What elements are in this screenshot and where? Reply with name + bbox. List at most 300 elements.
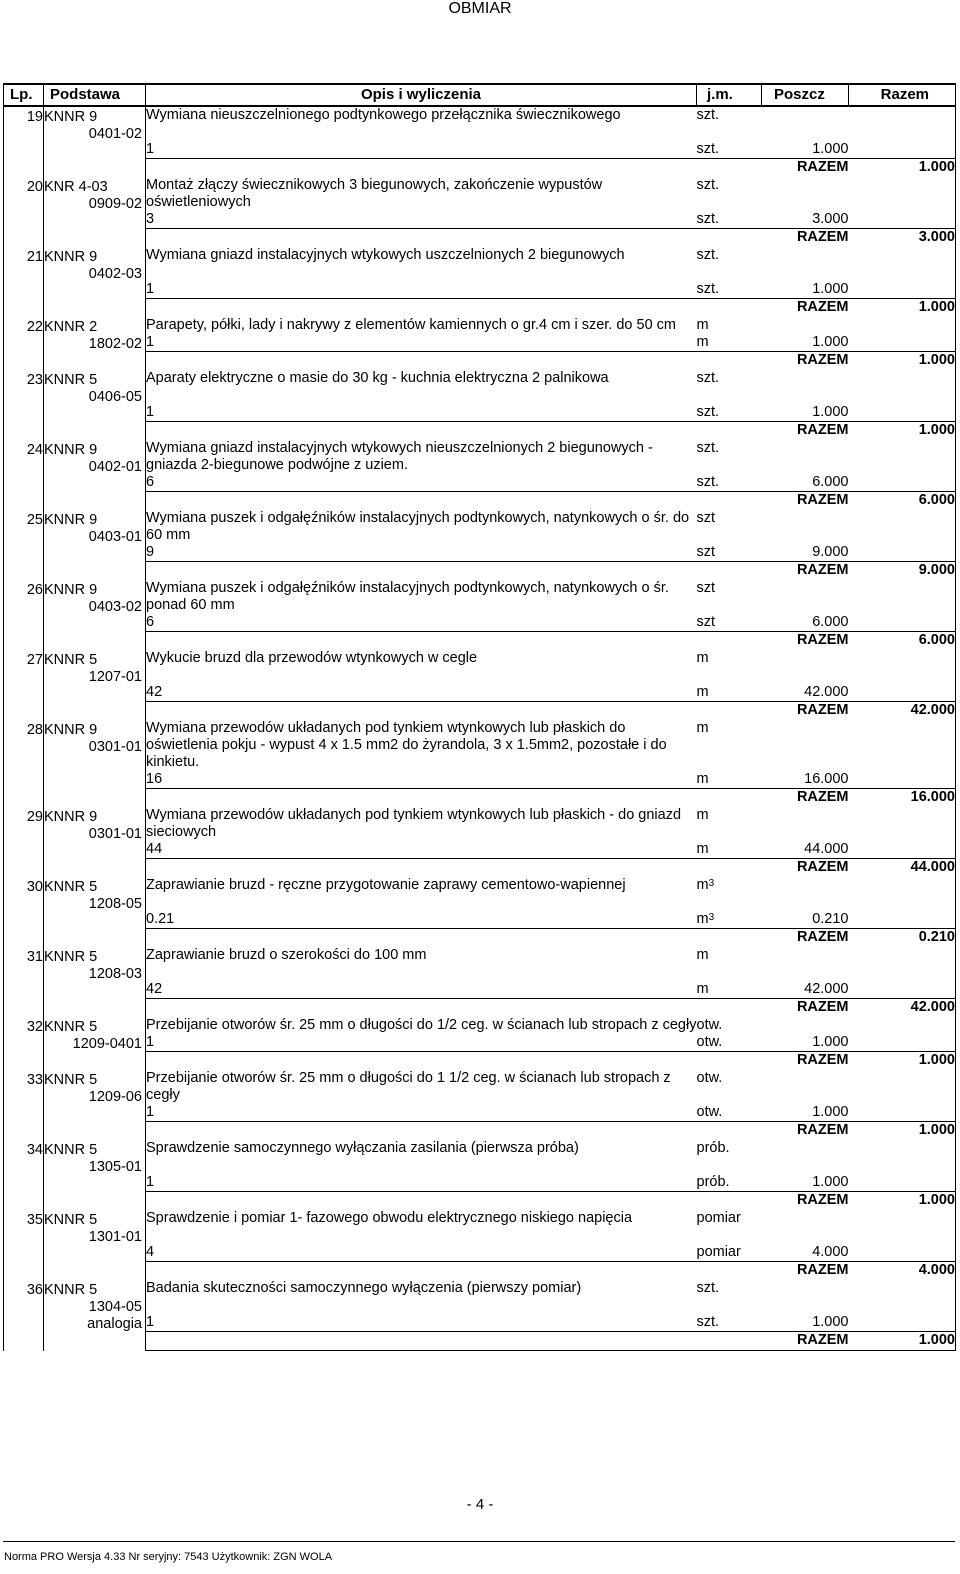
item-jm-ilosc: szt.: [696, 404, 720, 420]
item-podstawa-kod: 0403-01: [88, 529, 142, 545]
item-podstawa: [44, 1017, 146, 1070]
table-row: [4, 807, 956, 841]
item-empty: [849, 1314, 956, 1332]
item-ilosc: 1: [146, 281, 155, 297]
item-podstawa: [44, 510, 146, 580]
razem-label: RAZEM: [762, 1332, 849, 1351]
item-podstawa-katalog: KNNR 5: [44, 1212, 98, 1228]
item-poszcz: 6.000: [812, 474, 849, 490]
item-empty: [849, 1244, 956, 1262]
table-row: [4, 1280, 956, 1297]
item-poszcz: 1.000: [812, 281, 849, 297]
item-empty: [849, 544, 956, 562]
item-lp: 32: [4, 1017, 44, 1070]
spacer-cell: [762, 1227, 849, 1244]
item-podstawa-kod: 0402-01: [88, 459, 142, 475]
spacer-cell: [697, 894, 762, 911]
table-row-spacer: [4, 1157, 956, 1174]
spacer-cell: [849, 1297, 956, 1314]
item-empty: [849, 1210, 956, 1227]
item-opis: Badania skuteczności samoczynnego wyłączenia (pierwszy pomiar): [146, 1280, 582, 1296]
item-poszcz: 1.000: [812, 1104, 849, 1120]
item-opis: Wymiana gniazd instalacyjnych wtykowych nieuszczelnionych 2 biegunowych - gniazda 2-biegunowe podwójne z uziem.: [146, 440, 653, 473]
item-lp: 26: [4, 580, 44, 650]
item-podstawa-katalog: KNNR 5: [44, 949, 98, 965]
item-jm: m: [696, 807, 709, 823]
item-empty: [849, 771, 956, 789]
item-empty: [762, 1280, 849, 1297]
item-poszcz: 0.210: [812, 911, 849, 927]
table-row-spacer: [4, 1297, 956, 1314]
header-jm: j.m.: [697, 84, 762, 106]
item-lp: 25: [4, 510, 44, 580]
table-row-razem: [4, 562, 956, 581]
item-podstawa: [44, 580, 146, 650]
spacer-cell: [697, 1157, 762, 1174]
spacer-cell: [697, 1297, 762, 1314]
item-empty: [849, 247, 956, 264]
item-podstawa-kod: 0402-03: [88, 266, 142, 282]
item-podstawa-kod: 0406-05: [88, 389, 142, 405]
item-empty: [849, 981, 956, 999]
table-row-razem: [4, 159, 956, 178]
table-row-razem: [4, 1262, 956, 1281]
item-empty: [849, 1104, 956, 1122]
item-lp: 22: [4, 317, 44, 370]
table-row: [4, 1174, 956, 1192]
razem-label: RAZEM: [762, 352, 849, 371]
item-opis: Sprawdzenie samoczynnego wyłączania zasilania (pierwsza próba): [146, 1140, 579, 1156]
item-poszcz: 1.000: [812, 1174, 849, 1190]
razem-spacer: [146, 1052, 762, 1071]
table-row-spacer: [4, 667, 956, 684]
spacer-cell: [849, 124, 956, 141]
item-podstawa-kod: 1304-05: [88, 1299, 142, 1315]
razem-label: RAZEM: [762, 632, 849, 651]
table-row: [4, 106, 956, 124]
item-empty: [762, 1070, 849, 1104]
table-row-razem: [4, 789, 956, 808]
item-empty: [849, 1070, 956, 1104]
item-poszcz: 4.000: [812, 1244, 849, 1260]
item-opis: Zaprawianie bruzd - ręczne przygotowanie zaprawy cementowo-wapiennej: [146, 877, 626, 893]
item-opis: Sprawdzenie i pomiar 1- fazowego obwodu elektrycznego niskiego napięcia: [146, 1210, 633, 1226]
item-podstawa-kod: 1305-01: [88, 1159, 142, 1175]
razem-label: RAZEM: [762, 859, 849, 878]
item-lp: 36: [4, 1280, 44, 1351]
spacer-cell: [146, 667, 697, 684]
spacer-cell: [849, 264, 956, 281]
header-podstawa: Podstawa: [44, 84, 146, 106]
spacer-cell: [762, 964, 849, 981]
table-row-razem: [4, 1192, 956, 1211]
table-row: [4, 947, 956, 964]
item-ilosc: 1: [146, 404, 155, 420]
item-empty: [849, 650, 956, 667]
razem-spacer: [146, 1262, 762, 1281]
item-lp: 29: [4, 807, 44, 877]
table-row: [4, 1140, 956, 1157]
spacer-cell: [849, 894, 956, 911]
item-podstawa-katalog: KNNR 5: [44, 1282, 98, 1298]
razem-label: RAZEM: [762, 1192, 849, 1211]
item-empty: [849, 510, 956, 544]
spacer-cell: [697, 1227, 762, 1244]
item-ilosc: 44: [146, 841, 163, 857]
razem-spacer: [146, 789, 762, 808]
razem-value: 4.000: [849, 1262, 956, 1281]
item-ilosc: 1: [146, 1314, 155, 1330]
item-lp: 21: [4, 247, 44, 317]
item-podstawa-kod: 1209-0401: [72, 1036, 142, 1052]
item-empty: [849, 1140, 956, 1157]
razem-spacer: [146, 1332, 762, 1351]
item-jm: szt.: [696, 440, 720, 456]
item-poszcz: 42.000: [804, 684, 849, 700]
item-poszcz: 1.000: [812, 141, 849, 157]
item-podstawa: [44, 720, 146, 807]
item-podstawa-uwaga: analogia: [87, 1316, 142, 1332]
obmiar-table: [3, 83, 956, 1351]
item-podstawa-kod: 1208-03: [88, 966, 142, 982]
item-ilosc: 1: [146, 1034, 155, 1050]
spacer-cell: [762, 1297, 849, 1314]
table-row: [4, 911, 956, 929]
item-empty: [849, 947, 956, 964]
header-lp: Lp.: [4, 84, 44, 106]
item-jm: m: [696, 317, 709, 333]
razem-spacer: [146, 299, 762, 318]
razem-value: 1.000: [849, 1192, 956, 1211]
item-jm-ilosc: szt.: [696, 1314, 720, 1330]
item-podstawa-kod: 0403-02: [88, 599, 142, 615]
table-row: [4, 580, 956, 614]
razem-value: 1.000: [849, 1332, 956, 1351]
razem-value: 16.000: [849, 789, 956, 808]
item-jm-ilosc: szt.: [696, 474, 720, 490]
table-row: [4, 474, 956, 492]
item-opis: Przebijanie otworów śr. 25 mm o długości do 1/2 ceg. w ścianach lub stropach z cegły: [146, 1017, 697, 1033]
table-row: [4, 877, 956, 894]
razem-value: 6.000: [849, 632, 956, 651]
table-row: [4, 1034, 956, 1052]
razem-label: RAZEM: [762, 562, 849, 581]
item-empty: [849, 1017, 956, 1034]
item-podstawa-katalog: KNNR 5: [44, 1072, 98, 1088]
item-empty: [849, 281, 956, 299]
item-podstawa: [44, 1070, 146, 1140]
item-jm: m: [696, 947, 709, 963]
item-jm: szt: [696, 580, 716, 596]
razem-label: RAZEM: [762, 999, 849, 1018]
item-empty: [762, 1210, 849, 1227]
footer-divider: [3, 1541, 955, 1542]
razem-label: RAZEM: [762, 159, 849, 178]
item-jm-ilosc: otw.: [696, 1034, 723, 1050]
item-podstawa-katalog: KNNR 9: [44, 109, 98, 125]
item-podstawa: [44, 317, 146, 370]
item-empty: [762, 317, 849, 334]
item-ilosc: 1: [146, 1104, 155, 1120]
table-row: [4, 404, 956, 422]
spacer-cell: [762, 124, 849, 141]
razem-value: 1.000: [849, 422, 956, 441]
item-empty: [762, 720, 849, 771]
table-row-razem: [4, 352, 956, 371]
item-ilosc: 1: [146, 141, 155, 157]
item-jm: szt.: [696, 107, 720, 123]
spacer-cell: [697, 124, 762, 141]
table-row: [4, 317, 956, 334]
table-row: [4, 1070, 956, 1104]
item-lp: 27: [4, 650, 44, 720]
item-jm-ilosc: m: [696, 771, 709, 787]
table-row-razem: [4, 632, 956, 651]
item-podstawa-kod: 1208-05: [88, 896, 142, 912]
item-empty: [849, 177, 956, 211]
spacer-cell: [697, 667, 762, 684]
item-ilosc: 3: [146, 211, 155, 227]
table-body: [4, 106, 956, 1351]
item-ilosc: 42: [146, 981, 163, 997]
spacer-cell: [762, 264, 849, 281]
item-opis: Parapety, półki, lady i nakrywy z elementów kamiennych o gr.4 cm i szer. do 50 cm: [146, 317, 677, 333]
item-jm: pomiar: [696, 1210, 741, 1226]
item-jm-ilosc: m: [696, 981, 709, 997]
item-podstawa: [44, 440, 146, 510]
item-podstawa-kod: 0301-01: [88, 739, 142, 755]
item-opis: Wymiana nieuszczelnionego podtynkowego przełącznika świecznikowego: [146, 107, 621, 123]
spacer-cell: [697, 387, 762, 404]
item-podstawa: [44, 177, 146, 247]
item-empty: [762, 440, 849, 474]
razem-label: RAZEM: [762, 1262, 849, 1281]
item-ilosc: 1: [146, 334, 155, 350]
page-number: - 4 -: [466, 1496, 494, 1513]
item-jm-ilosc: prób.: [696, 1174, 730, 1190]
item-jm-ilosc: szt.: [696, 141, 720, 157]
item-ilosc: 42: [146, 684, 163, 700]
item-poszcz: 3.000: [812, 211, 849, 227]
table-row-spacer: [4, 964, 956, 981]
item-podstawa: [44, 877, 146, 947]
razem-value: 6.000: [849, 492, 956, 511]
item-opis: Zaprawianie bruzd o szerokości do 100 mm: [146, 947, 427, 963]
item-podstawa: [44, 370, 146, 440]
item-ilosc: 9: [146, 544, 155, 560]
razem-spacer: [146, 1192, 762, 1211]
razem-value: 1.000: [849, 159, 956, 178]
item-jm: m: [696, 720, 709, 736]
item-jm: szt.: [696, 1280, 720, 1296]
razem-value: 42.000: [849, 702, 956, 721]
razem-value: 1.000: [849, 1052, 956, 1071]
table-row: [4, 771, 956, 789]
razem-label: RAZEM: [762, 229, 849, 248]
table-row-spacer: [4, 387, 956, 404]
table-row: [4, 720, 956, 771]
table-row-razem: [4, 859, 956, 878]
table-row-razem: [4, 999, 956, 1018]
item-opis: Wymiana przewodów układanych pod tynkiem wtynkowych lub płaskich - do gniazd sieciowych: [146, 807, 682, 840]
item-empty: [849, 877, 956, 894]
item-podstawa-katalog: KNNR 9: [44, 809, 98, 825]
item-ilosc: 16: [146, 771, 163, 787]
item-podstawa: [44, 247, 146, 317]
razem-spacer: [146, 422, 762, 441]
table-row-razem: [4, 702, 956, 721]
spacer-cell: [849, 667, 956, 684]
razem-label: RAZEM: [762, 702, 849, 721]
razem-value: 0.210: [849, 929, 956, 948]
spacer-cell: [762, 894, 849, 911]
item-empty: [849, 720, 956, 771]
item-opis: Aparaty elektryczne o masie do 30 kg - kuchnia elektryczna 2 palnikowa: [146, 370, 609, 386]
item-podstawa-kod: 0401-02: [88, 126, 142, 142]
item-lp: 20: [4, 177, 44, 247]
item-jm: otw.: [696, 1070, 723, 1086]
item-ilosc: 0.21: [146, 911, 175, 927]
table-row: [4, 650, 956, 667]
item-podstawa-katalog: KNNR 9: [44, 722, 98, 738]
table-row: [4, 1314, 956, 1332]
item-ilosc: 6: [146, 614, 155, 630]
item-podstawa-kod: 1301-01: [88, 1229, 142, 1245]
item-jm-ilosc: m: [696, 334, 709, 350]
item-poszcz: 1.000: [812, 334, 849, 350]
item-podstawa-katalog: KNNR 9: [44, 582, 98, 598]
table-row-razem: [4, 229, 956, 248]
item-opis: Wymiana puszek i odgałęźników instalacyjnych podtynkowych, natynkowych o śr. ponad 60 mm: [146, 580, 669, 613]
item-empty: [849, 1174, 956, 1192]
item-podstawa-kod: 0301-01: [88, 826, 142, 842]
spacer-cell: [762, 387, 849, 404]
spacer-cell: [146, 964, 697, 981]
item-podstawa: [44, 650, 146, 720]
table-row: [4, 1210, 956, 1227]
item-podstawa: [44, 106, 146, 177]
item-lp: 23: [4, 370, 44, 440]
item-jm: szt: [696, 510, 716, 526]
razem-value: 1.000: [849, 299, 956, 318]
item-podstawa: [44, 947, 146, 1017]
razem-label: RAZEM: [762, 789, 849, 808]
table-row-razem: [4, 1332, 956, 1351]
item-poszcz: 42.000: [804, 981, 849, 997]
item-poszcz: 1.000: [812, 404, 849, 420]
table-row: [4, 247, 956, 264]
item-empty: [762, 650, 849, 667]
razem-label: RAZEM: [762, 1052, 849, 1071]
spacer-cell: [849, 387, 956, 404]
razem-value: 42.000: [849, 999, 956, 1018]
item-empty: [849, 440, 956, 474]
spacer-cell: [146, 1157, 697, 1174]
item-empty: [849, 474, 956, 492]
table-row: [4, 1244, 956, 1262]
item-empty: [849, 614, 956, 632]
item-lp: 19: [4, 106, 44, 177]
table-row: [4, 177, 956, 211]
table-header: [4, 84, 956, 106]
page-title: OBMIAR: [448, 0, 512, 17]
item-empty: [849, 141, 956, 159]
table-row-spacer: [4, 124, 956, 141]
item-empty: [762, 947, 849, 964]
item-jm: otw.: [696, 1017, 723, 1033]
table-row: [4, 1017, 956, 1034]
item-jm: szt.: [696, 370, 720, 386]
item-empty: [849, 106, 956, 124]
item-podstawa: [44, 1140, 146, 1210]
item-jm-ilosc: m: [696, 684, 709, 700]
item-podstawa-katalog: KNNR 5: [44, 879, 98, 895]
table-row-razem: [4, 929, 956, 948]
item-empty: [849, 580, 956, 614]
item-empty: [849, 404, 956, 422]
item-lp: 28: [4, 720, 44, 807]
razem-spacer: [146, 702, 762, 721]
item-poszcz: 1.000: [812, 1034, 849, 1050]
table-row-razem: [4, 1052, 956, 1071]
spacer-cell: [146, 1227, 697, 1244]
item-empty: [762, 580, 849, 614]
spacer-cell: [146, 387, 697, 404]
spacer-cell: [849, 1157, 956, 1174]
table-row: [4, 981, 956, 999]
header-poszcz: Poszcz: [762, 84, 849, 106]
table-row: [4, 334, 956, 352]
item-empty: [849, 334, 956, 352]
item-opis: Wymiana przewodów układanych pod tynkiem wtynkowych lub płaskich do oświetlenia pokju - wypust 4 x 1.5 mm2 do żyrandola, 3 x 1.5mm2, pozostałe i do kinkietu.: [146, 720, 667, 770]
spacer-cell: [146, 124, 697, 141]
item-podstawa-katalog: KNNR 5: [44, 652, 98, 668]
table-row-razem: [4, 1122, 956, 1141]
item-podstawa: [44, 1280, 146, 1351]
table-row-razem: [4, 492, 956, 511]
item-podstawa-kod: 1802-02: [88, 336, 142, 352]
item-ilosc: 6: [146, 474, 155, 490]
item-empty: [762, 106, 849, 124]
item-opis: Wymiana puszek i odgałęźników instalacyjnych podtynkowych, natynkowych o śr. do 60 mm: [146, 510, 690, 543]
razem-spacer: [146, 492, 762, 511]
razem-value: 3.000: [849, 229, 956, 248]
item-podstawa-kod: 0909-02: [88, 196, 142, 212]
item-empty: [849, 911, 956, 929]
item-poszcz: 9.000: [812, 544, 849, 560]
item-lp: 30: [4, 877, 44, 947]
razem-value: 1.000: [849, 352, 956, 371]
table-row: [4, 281, 956, 299]
item-opis: Przebijanie otworów śr. 25 mm o długości do 1 1/2 ceg. w ścianach lub stropach z cegły: [146, 1070, 671, 1103]
item-poszcz: 6.000: [812, 614, 849, 630]
item-empty: [849, 1280, 956, 1297]
item-podstawa-katalog: KNNR 9: [44, 512, 98, 528]
spacer-cell: [697, 264, 762, 281]
table-row: [4, 370, 956, 387]
razem-spacer: [146, 859, 762, 878]
item-jm-ilosc: m: [696, 841, 709, 857]
table-row: [4, 684, 956, 702]
header-opis: Opis i wyliczenia: [146, 84, 697, 106]
table-row-spacer: [4, 894, 956, 911]
item-empty: [849, 370, 956, 387]
razem-label: RAZEM: [762, 299, 849, 318]
item-lp: 24: [4, 440, 44, 510]
item-jm-ilosc: otw.: [696, 1104, 723, 1120]
item-empty: [849, 807, 956, 841]
razem-spacer: [146, 159, 762, 178]
